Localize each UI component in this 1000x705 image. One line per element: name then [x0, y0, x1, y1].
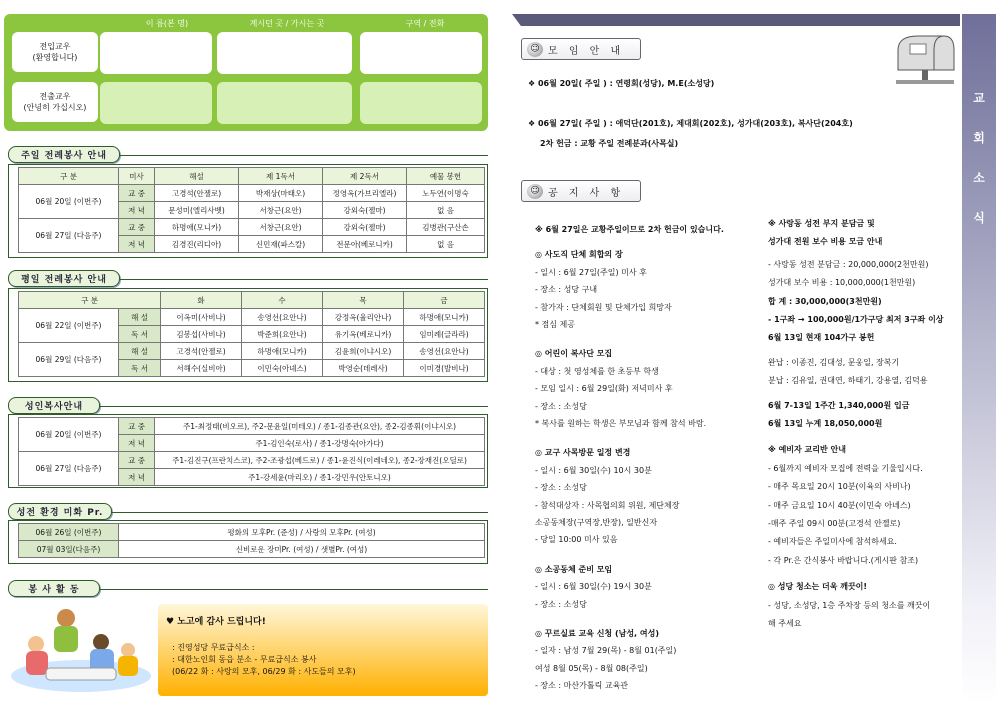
notice-title: [521, 180, 641, 202]
cell: 서해수(실비아): [161, 360, 242, 377]
th: 구 분: [19, 292, 161, 309]
adult-title: 성인복사안내: [8, 397, 100, 414]
notice-line: - 성당, 소성당, 1층 주차장 등의 청소를 깨끗이: [768, 600, 931, 610]
cell: 교 중: [119, 185, 155, 202]
row-date: 06월 29일 (다음주): [19, 343, 119, 377]
cell: 저 녁: [119, 202, 155, 219]
meeting-line3: 2차 헌금 : 교황 주일 전례분과(사목실): [540, 139, 679, 148]
cell: 하명애(모니카): [242, 343, 323, 360]
notice-line: 6월 7-13일 1주간 1,340,000원 입금: [768, 400, 910, 410]
table-row: [19, 524, 485, 541]
cell: 강정옥(율리안나): [323, 309, 404, 326]
notice-line: - 장소 : 소성당: [535, 483, 587, 493]
notice-line: 6월 13일 누계 18,050,000원: [768, 419, 883, 428]
cell: 노두연(이명숙: [407, 185, 485, 202]
cell: 주1-강세윤(마리오) / 종1-강민우(안토니오): [155, 469, 485, 486]
outgoing-label-line1: 전출교우: [39, 92, 71, 101]
notice-line: - 예비자들은 주일미사에 참석하세요.: [768, 537, 897, 547]
row-date: 06월 27일 (다음주): [19, 219, 119, 253]
notice-line: - 참석대상자 : 사목협의회 위원, 제단체장: [535, 500, 680, 510]
outgoing-label: [12, 82, 98, 122]
thanks-panel: [158, 604, 488, 696]
th: 제 1독서: [239, 168, 323, 185]
service-line1: : 진영성당 무료급식소 :: [172, 643, 255, 652]
environment-table: [18, 523, 485, 558]
notice-line: ◎ 어린이 복사단 모집: [535, 349, 613, 359]
cell: 박영순(데레사): [323, 360, 404, 377]
notice-line: - 6월까지 예비자 모집에 전력을 기울입시다.: [768, 463, 923, 473]
incoming-label-line1: 전입교우: [39, 42, 71, 51]
notice-line: - 일시 : 6월 27일(주일) 미사 후: [535, 267, 647, 277]
sunday-table: [18, 167, 485, 253]
cell: 하명애(모니카): [404, 309, 485, 326]
incoming-contact-box: [360, 32, 482, 74]
cell: 김봉섭(사비나): [161, 326, 242, 343]
cell: 주1-김인숙(로사) / 종1-강명숙(아가다): [155, 435, 485, 452]
divider: [112, 512, 488, 513]
meeting-line1: ❖ 06월 20일( 주일 ) : 연령회(성당), M.E(소성당): [528, 79, 715, 88]
notice-line: ※ 사랑동 성전 부지 분담금 및: [768, 219, 875, 228]
notice-line: - 일자 : 남성 7월 29(목) - 8월 01(주일): [535, 646, 677, 656]
cell: 이미경(발비나): [404, 360, 485, 377]
divider: [100, 589, 488, 590]
col-name-header: 이 름(본 명): [145, 19, 189, 28]
cell: 강외숙(젤마): [323, 219, 407, 236]
notice-line: - 각 Pr.은 간식봉사 바랍니다.(게시판 참조): [768, 555, 919, 565]
notice-line: - 일시 : 6월 30일(수) 10시 30분: [535, 465, 652, 475]
cell: 저 녁: [119, 236, 155, 253]
cell: 하명애(모니카): [155, 219, 239, 236]
cell: 이민숙(아녜스): [242, 360, 323, 377]
notice-line: -매주 주일 09시 00분(고경석 안젤로): [768, 519, 901, 528]
table-row: [19, 343, 485, 360]
cell: 없 음: [407, 236, 485, 253]
service-line2: : 대한노인회 동읍 분소 - 무료급식소 봉사: [172, 655, 317, 664]
cell: 강외숙(젤마): [323, 202, 407, 219]
table-row: [19, 541, 485, 558]
meeting-title: [521, 38, 641, 60]
th: 화: [161, 292, 242, 309]
cell: 김병관(구산손: [407, 219, 485, 236]
cell: 없 음: [407, 202, 485, 219]
side-band: [962, 14, 996, 704]
cell: 임미례(글라라): [404, 326, 485, 343]
weekday-table: [18, 291, 485, 377]
notice-line: - 매주 목요일 20시 10분(이육의 사비나): [768, 482, 911, 492]
incoming-label-line2: (환영합니다): [32, 53, 78, 62]
notice-line: - 장소 : 소성당: [535, 599, 587, 609]
cell: 서창근(요안): [239, 202, 323, 219]
cell: 정영옥(가브리엘라): [323, 185, 407, 202]
cell: 고경석(안젤로): [155, 185, 239, 202]
notice-line: * 복사를 원하는 학생은 부모님과 함께 참석 바람.: [535, 419, 707, 428]
cell: 주1-김진구(프란치스코), 주2-조광섭(베드로) / 종1-윤진식(이레네오), 종2-장재진(오딜로): [155, 452, 485, 469]
notice-line: ※ 예비자 교리반 안내: [768, 445, 846, 455]
divider: [120, 279, 488, 280]
side-char: 회: [973, 131, 985, 145]
cell: 평화의 모후Pr. (준성) / 사랑의 모후Pr. (여성): [119, 524, 485, 541]
cell: 신비로운 장미Pr. (여성) / 샛별Pr. (여성): [119, 541, 485, 558]
table-row: [19, 418, 485, 435]
cell: 유기옥(베로니카): [323, 326, 404, 343]
notice-line: * 점심 제공: [535, 320, 575, 329]
outgoing-contact-box: [360, 82, 482, 124]
notice-line: ◎ 사도직 단체 회합의 장: [535, 250, 623, 260]
notice-title-text: 공 지 사 항: [548, 187, 625, 199]
adult-table: [18, 417, 485, 486]
outgoing-label-line2: (안녕히 가십시오): [23, 103, 87, 112]
mailbox-icon: [888, 30, 958, 86]
volunteers-illustration: [6, 604, 156, 696]
divider: [100, 406, 488, 407]
meeting-title-text: 모 임 안 내: [548, 45, 625, 57]
weekday-title: 평일 전례봉사 안내: [8, 270, 120, 287]
notice-left-column: [535, 224, 765, 694]
row-date: 06월 20일 (이번주): [19, 185, 119, 219]
notice-line: - 당일 10:00 미사 있음: [535, 535, 618, 545]
notice-line: - 사랑동 성전 분담금 : 20,000,000(2천만원): [768, 259, 929, 269]
notice-line: 완납 : 이종진, 김대성, 문웅일, 장복기: [768, 357, 900, 367]
notice-line: 6월 13일 현재 104가구 봉헌: [768, 333, 875, 343]
incoming-place-box: [217, 32, 352, 74]
service-line3: (06/22 화 : 사랑의 모후, 06/29 화 : 사도들의 모후): [172, 667, 356, 676]
cell: 송영선(요안나): [404, 343, 485, 360]
cell: 해 설: [119, 309, 161, 326]
table-row: [19, 219, 485, 236]
notice-line: 분납 : 김유일, 권대연, 하태기, 강용열, 김덕용: [768, 376, 928, 386]
incoming-label: [12, 32, 98, 72]
cell: 교 중: [119, 418, 155, 435]
notice-line: - 일시 : 6월 30일(수) 19시 30분: [535, 582, 652, 592]
cell: 신민재(파스칼): [239, 236, 323, 253]
cell: 김경진(리디아): [155, 236, 239, 253]
side-char: 소: [973, 171, 985, 185]
row-date: 06월 26일 (이번주): [19, 524, 119, 541]
row-date: 07월 03일(다음주): [19, 541, 119, 558]
cell: 서창근(요안): [239, 219, 323, 236]
notice-line: - 1구좌 → 100,000원/1가구당 최저 3구좌 이상: [768, 315, 944, 324]
cell: 고경석(안젤로): [161, 343, 242, 360]
th: 해설: [155, 168, 239, 185]
service-title: 봉 사 활 동: [8, 580, 100, 597]
notice-line: - 대상 : 첫 영성체를 한 초등부 학생: [535, 366, 659, 376]
notice-line: - 매주 금요일 10시 40분(이민숙 아녜스): [768, 500, 911, 510]
cell: 이옥미(사비나): [161, 309, 242, 326]
thanks-heading: ♥ 노고에 감사 드립니다!: [166, 617, 266, 627]
side-char: 교: [973, 91, 985, 105]
cell: 해 설: [119, 343, 161, 360]
notice-line: ※ 6월 27일은 교황주일이므로 2차 헌금이 있습니다.: [535, 225, 724, 234]
cell: 전문아(베로니카): [323, 236, 407, 253]
col-contact-header: 구역 / 전화: [405, 19, 445, 28]
cell: 독 서: [119, 360, 161, 377]
notice-right-column: [768, 218, 960, 638]
notice-line: 성가대 보수 비용 : 10,000,000(1천만원): [768, 278, 916, 288]
notice-line: - 장소 : 마산가톨릭 교육관: [535, 681, 629, 691]
person-icon: ☺: [527, 184, 543, 199]
th: 제 2독서: [323, 168, 407, 185]
notice-line: - 모임 일시 : 6월 29일(화) 저녁미사 후: [535, 384, 673, 394]
row-date: 06월 27일 (다음주): [19, 452, 119, 486]
cell: 저 녁: [119, 435, 155, 452]
person-icon: ☺: [527, 42, 543, 57]
notice-line: - 장소 : 소성당: [535, 401, 587, 411]
table-row: [19, 309, 485, 326]
notice-line: ◎ 소공동체 준비 모임: [535, 564, 613, 574]
th: 목: [323, 292, 404, 309]
notice-line: - 장소 : 성당 구내: [535, 285, 598, 295]
cell: 박준희(요안나): [242, 326, 323, 343]
cell: 주1-최정태(비오르), 주2-문윤일(미테오) / 종1-김종관(요안), 종2-김종휘(이냐시오): [155, 418, 485, 435]
cell: 독 서: [119, 326, 161, 343]
notice-line: 여성 8월 05(목) - 8월 08(주일): [535, 663, 648, 673]
cell: 김윤희(이냐시오): [323, 343, 404, 360]
meeting-line2: ❖ 06월 27일( 주일 ) : 애덕단(201호), 제대회(202호), 성가대(203호), 복사단(204호): [528, 119, 853, 128]
notice-line: 성가대 전원 보수 비용 모금 안내: [768, 237, 883, 247]
outgoing-name-box: [100, 82, 212, 124]
environment-title: 성전 환경 미화 Pr.: [8, 503, 112, 520]
th: 미사: [119, 168, 155, 185]
notice-line: 합 계 : 30,000,000(3천만원): [768, 296, 882, 306]
th: 예물 봉헌: [407, 168, 485, 185]
notice-line: - 참가자 : 단체회원 및 단체가입 희망자: [535, 302, 672, 312]
outgoing-place-box: [217, 82, 352, 124]
notice-line: 해 주세요: [768, 619, 802, 628]
notice-line: ◎ 꾸르실료 교육 신청 (남성, 여성): [535, 629, 659, 638]
cell: 교 중: [119, 219, 155, 236]
incoming-name-box: [100, 32, 212, 74]
cell: 교 중: [119, 452, 155, 469]
cell: 저 녁: [119, 469, 155, 486]
table-row: [19, 452, 485, 469]
th: 구 분: [19, 168, 119, 185]
side-char: 식: [973, 211, 985, 225]
sunday-title: 주일 전례봉사 안내: [8, 146, 120, 163]
th: 금: [404, 292, 485, 309]
col-place-header: 계시던 곳 / 가시는 곳: [249, 19, 325, 28]
table-row: [19, 185, 485, 202]
cell: 송영선(요안나): [242, 309, 323, 326]
top-band: [512, 14, 960, 26]
registration-panel: [4, 14, 488, 131]
th: 수: [242, 292, 323, 309]
divider: [120, 155, 488, 156]
row-date: 06월 22일 (이번주): [19, 309, 119, 343]
row-date: 06월 20일 (이번주): [19, 418, 119, 452]
cell: 박재상(마태오): [239, 185, 323, 202]
notice-line: ◎ 교구 사목방문 일정 변경: [535, 448, 631, 458]
notice-line: 소공동체장(구역장,반장), 일반신자: [535, 518, 658, 527]
notice-line: ◎ 성당 청소는 더욱 깨끗이!: [768, 582, 868, 592]
cell: 문성미(엘리사벳): [155, 202, 239, 219]
